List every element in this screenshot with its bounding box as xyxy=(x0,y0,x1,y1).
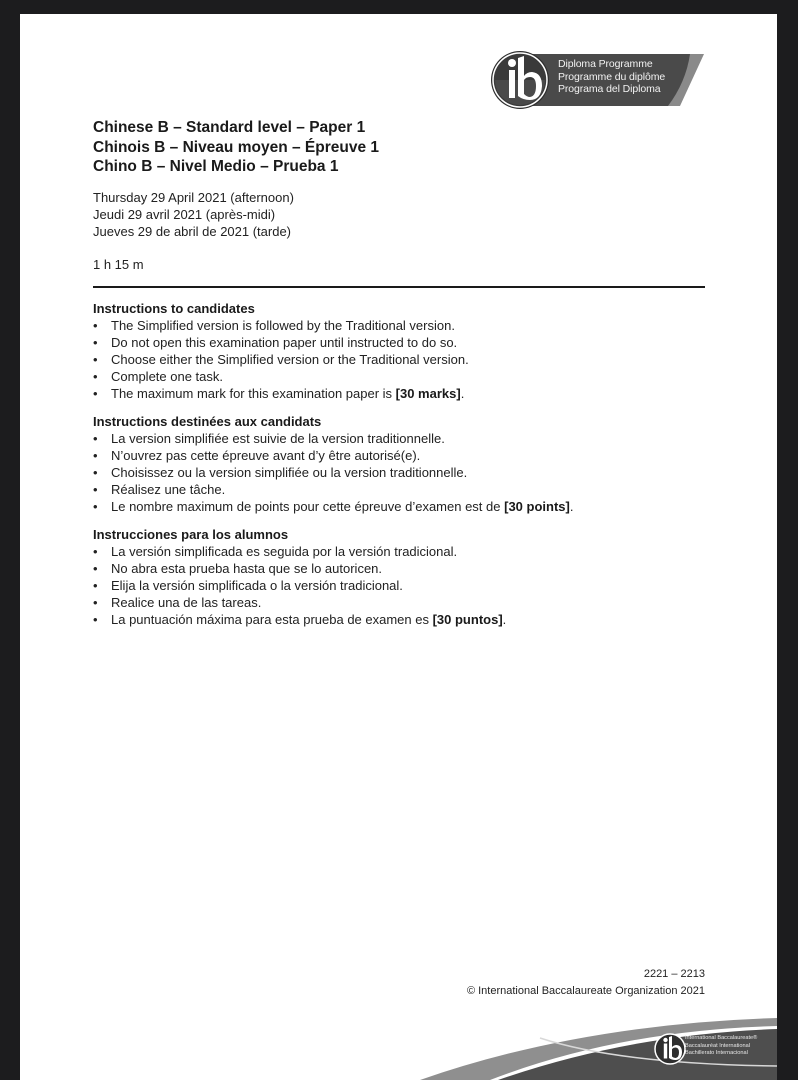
title-es: Chino B – Nivel Medio – Prueba 1 xyxy=(93,158,339,175)
programme-names xyxy=(558,58,665,96)
divider xyxy=(93,286,705,288)
bullet-icon: • xyxy=(93,318,98,333)
bullet-icon: • xyxy=(93,561,98,576)
ib-name-es: Bachillerato Internacional xyxy=(685,1050,748,1056)
instruction-item: • Do not open this examination paper until instructed to do so. xyxy=(93,335,458,350)
ib-name-fr: Baccalauréat International xyxy=(685,1042,750,1049)
bullet-icon: • xyxy=(93,612,98,627)
programme-line-fr: Programme du diplôme xyxy=(558,70,666,83)
paper-titles xyxy=(93,118,379,177)
bullet-icon: • xyxy=(93,482,98,497)
instructions-heading: Instructions destinées aux candidats xyxy=(93,414,322,429)
date-en: Thursday 29 April 2021 (afternoon) xyxy=(93,190,294,205)
instruction-item: • Complete one task. xyxy=(93,369,224,384)
instructions-es xyxy=(93,527,713,628)
bullet-icon: • xyxy=(93,499,98,514)
bullet-icon: • xyxy=(93,448,98,463)
instruction-item: • The maximum mark for this examination paper is [30 marks]. xyxy=(93,386,465,401)
date-fr: Jeudi 29 avril 2021 (après-midi) xyxy=(93,207,276,222)
copyright: © International Baccalaureate Organization 2021 xyxy=(466,985,705,997)
instruction-item: • No abra esta prueba hasta que se lo autoricen. xyxy=(93,561,383,576)
instruction-item: • The Simplified version is followed by the Traditional version. xyxy=(93,318,455,333)
bullet-icon: • xyxy=(93,369,98,384)
bullet-icon: • xyxy=(93,544,98,559)
instruction-item: • Realice una de las tareas. xyxy=(93,595,262,610)
exam-duration: 1 h 15 m xyxy=(93,257,144,272)
max-points: [30 points] xyxy=(504,499,570,514)
bullet-icon: • xyxy=(93,386,98,401)
ib-diploma-banner xyxy=(490,50,706,110)
instruction-item: • Elija la versión simplificada o la versión tradicional. xyxy=(93,578,403,593)
instruction-item: • Le nombre maximum de points pour cette épreuve d’examen est de [30 points]. xyxy=(93,499,574,514)
instruction-item: • La puntuación máxima para esta prueba de examen es [30 puntos]. xyxy=(93,612,507,627)
programme-line-en: Diploma Programme xyxy=(558,58,653,70)
bullet-icon: • xyxy=(93,465,98,480)
paper-code: 2221 – 2213 xyxy=(643,968,705,980)
instructions-heading: Instrucciones para los alumnos xyxy=(93,527,289,542)
instructions-fr xyxy=(93,414,713,515)
instructions-en xyxy=(93,301,713,402)
title-en: Chinese B – Standard level – Paper 1 xyxy=(93,119,366,136)
programme-line-es: Programa del Diploma xyxy=(558,83,661,95)
bullet-icon: • xyxy=(93,352,98,367)
ib-footer-names xyxy=(685,1035,757,1058)
instruction-item: • Choisissez ou la version simplifiée ou la version traditionnelle. xyxy=(93,465,468,480)
instructions-heading: Instructions to candidates xyxy=(93,301,255,316)
exam-cover-page xyxy=(20,14,777,1080)
instruction-item: • La version simplifiée est suivie de la version traditionnelle. xyxy=(93,431,445,446)
instruction-item: • Réalisez une tâche. xyxy=(93,482,226,497)
bullet-icon: • xyxy=(93,335,98,350)
bullet-icon: • xyxy=(93,431,98,446)
ib-name-en: International Baccalaureate® xyxy=(685,1035,758,1041)
ib-footer-logo-icon xyxy=(653,1032,687,1066)
instruction-item: • Choose either the Simplified version or the Traditional version. xyxy=(93,352,469,367)
instruction-item: • N’ouvrez pas cette épreuve avant d’y être autorisé(e). xyxy=(93,448,421,463)
max-marks: [30 marks] xyxy=(395,386,461,401)
instruction-item: • La versión simplificada es seguida por la versión tradicional. xyxy=(93,544,458,559)
bullet-icon: • xyxy=(93,578,98,593)
title-fr: Chinois B – Niveau moyen – Épreuve 1 xyxy=(93,138,379,156)
max-puntos: [30 puntos] xyxy=(432,612,503,627)
date-es: Jueves 29 de abril de 2021 (tarde) xyxy=(93,224,292,239)
exam-dates xyxy=(93,189,294,240)
bullet-icon: • xyxy=(93,595,98,610)
